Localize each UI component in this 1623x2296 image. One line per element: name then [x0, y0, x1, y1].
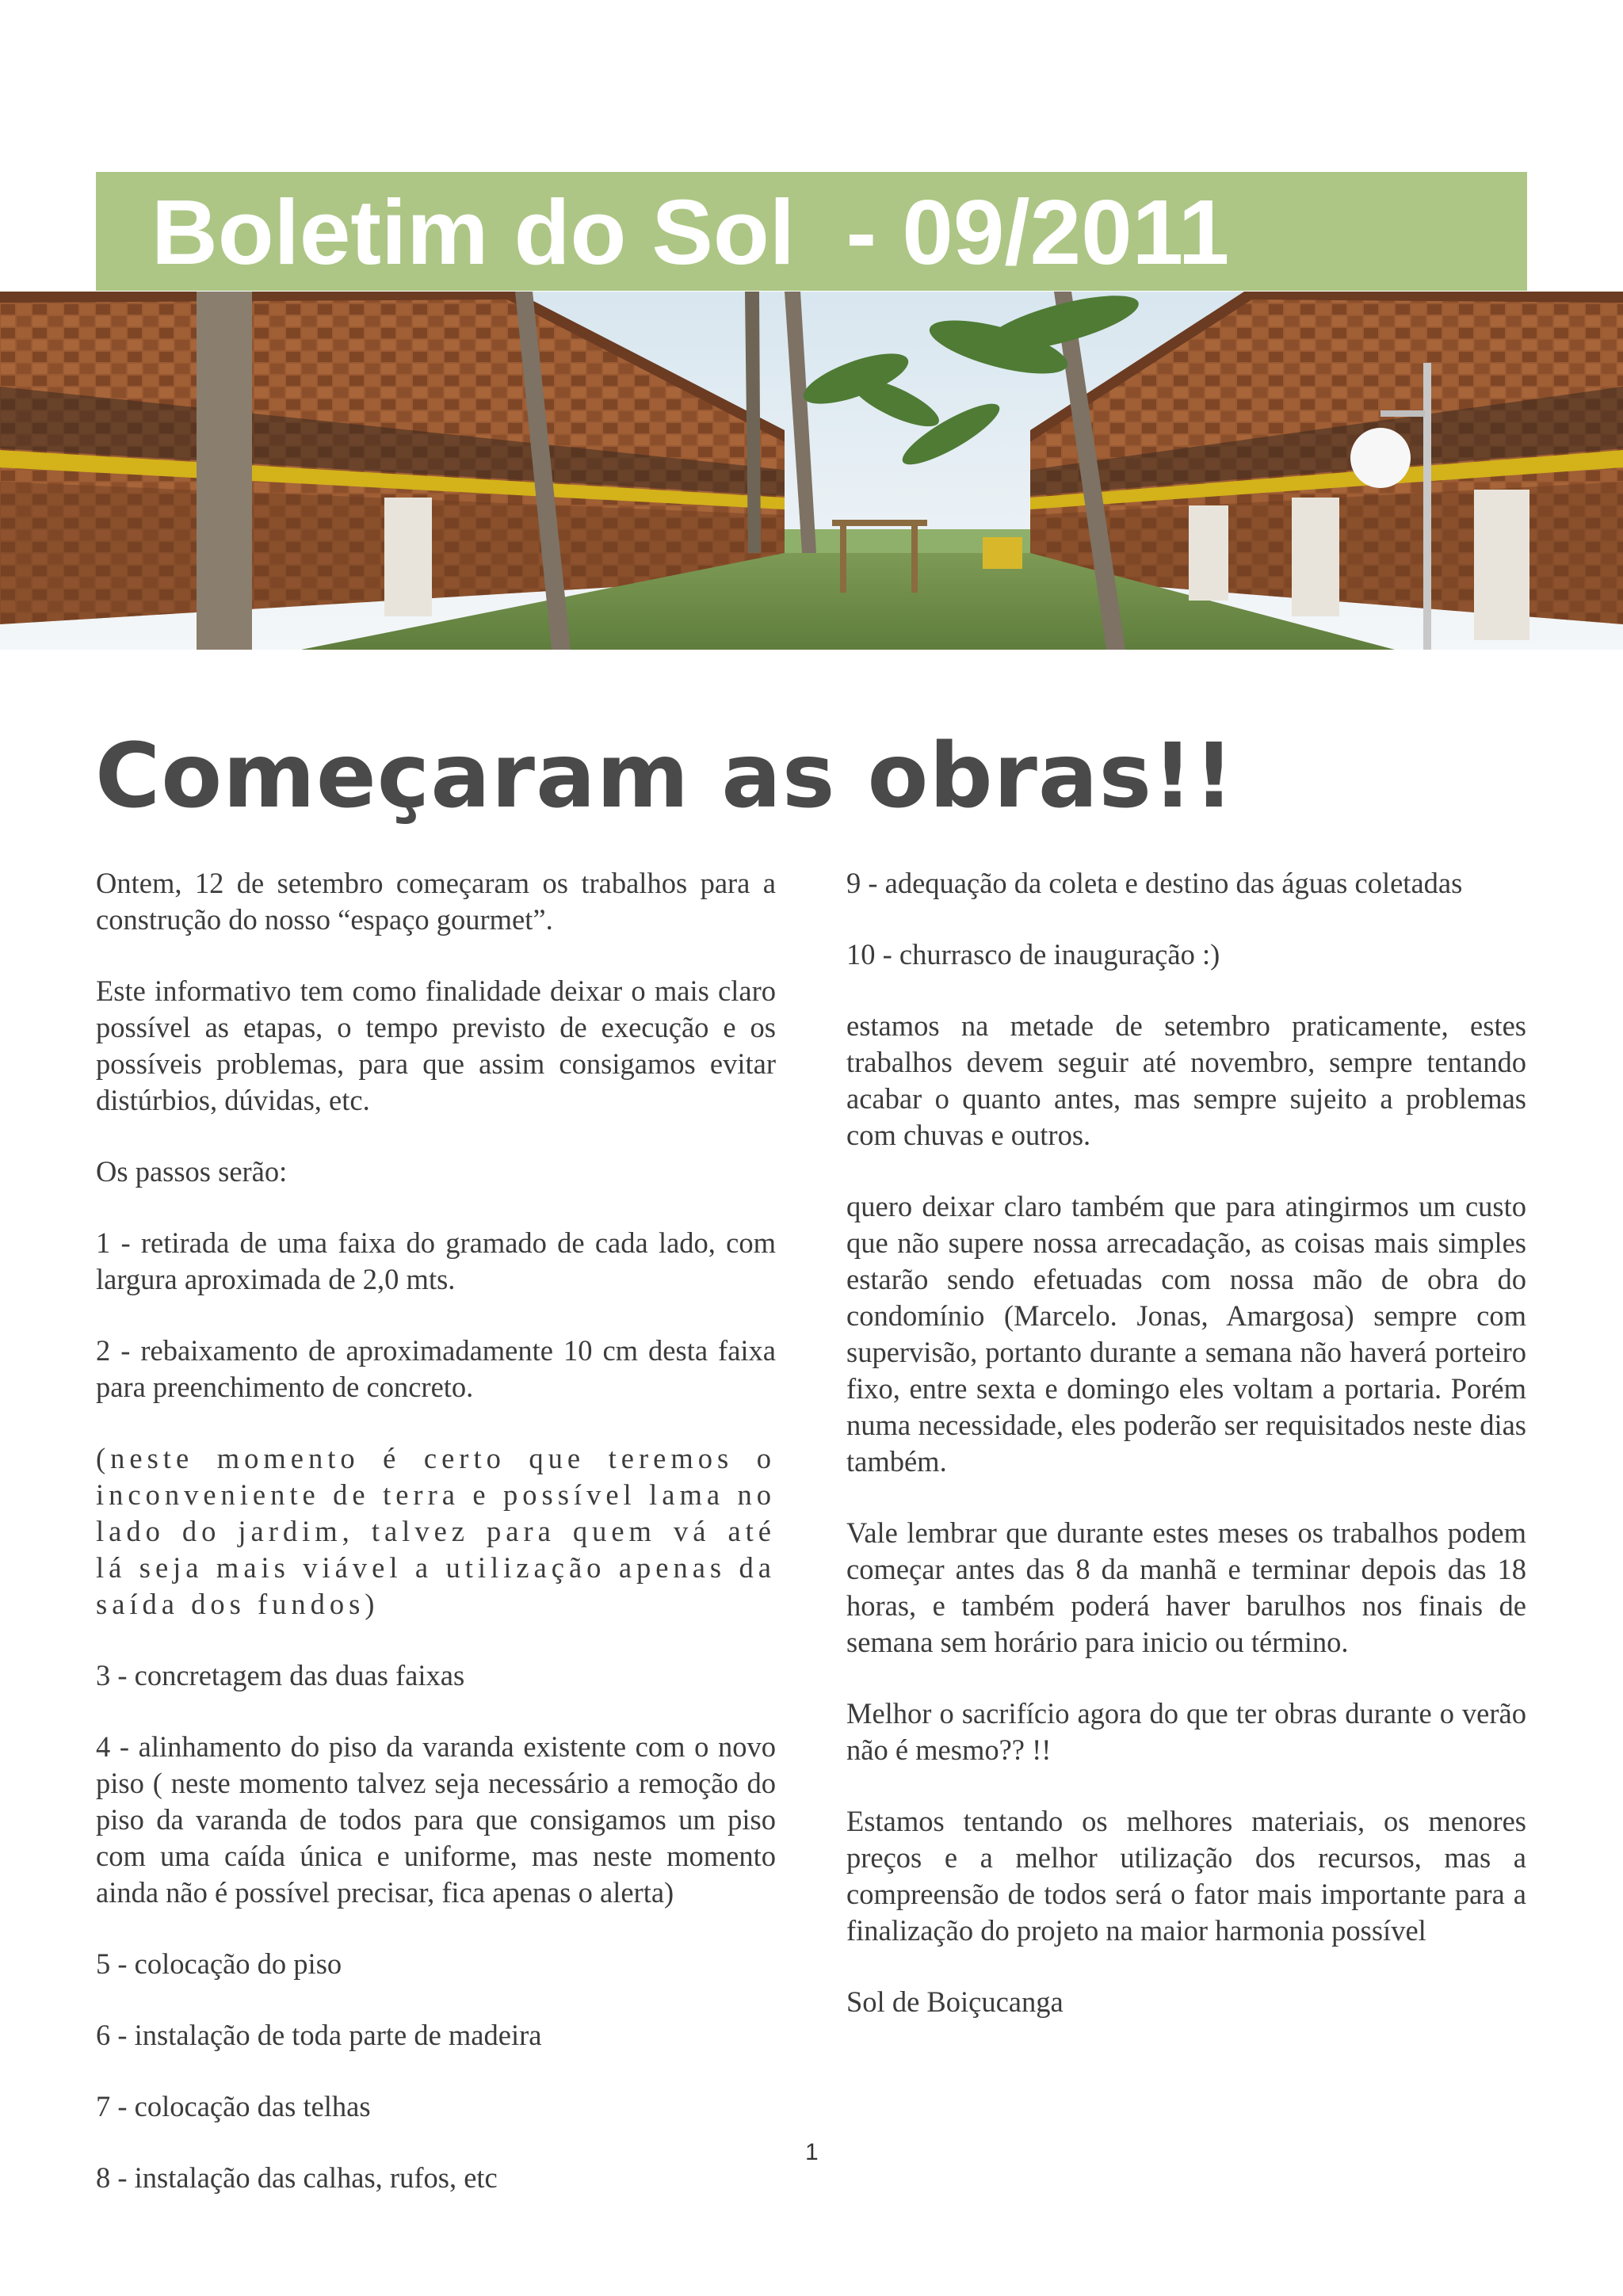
article-headline: Começaram as obras!! [95, 725, 1235, 828]
page-number: 1 [805, 2139, 819, 2165]
signature: Sol de Boiçucanga [846, 1985, 1064, 2018]
article-left-column [96, 865, 776, 2231]
newsletter-title: Boletim do Sol - 09/2011 [151, 181, 1230, 284]
header-banner [96, 172, 1527, 291]
paragraph: Vale lembrar que durante estes meses os trabalhos podem começar antes das 8 da manhã e terminar depois das 18 horas, e também poderá haver barulhos nos finais de semana sem horário para inicio ou término. [846, 1516, 1526, 1658]
paragraph: 10 - churrasco de inauguração :) [846, 938, 1220, 971]
condominium-courtyard-photo [0, 292, 1623, 650]
paragraph: Estamos tentando os melhores materiais, os menores preços e a melhor utilização dos recursos, mas a compreensão de todos será o fator mais importante para a finalização do projeto na maior harmonia possível [846, 1805, 1526, 1947]
paragraph: (neste momento é certo que teremos o inconveniente de terra e possível lama no lado do jardim, talvez para quem vá até lá seja mais viável a utilização apenas da saída dos fundos) [96, 1442, 776, 1620]
article-right-column [846, 865, 1526, 2055]
paragraph: 1 - retirada de uma faixa do gramado de cada lado, com largura aproximada de 2,0 mts. [96, 1226, 776, 1295]
paragraph: 6 - instalação de toda parte de madeira [96, 2019, 542, 2051]
paragraph: estamos na metade de setembro praticamente, estes trabalhos devem seguir até novembro, sempre tentando acabar o quanto antes, mas sempre sujeito a problemas com chuvas e outros. [846, 1009, 1526, 1151]
paragraph: Melhor o sacrifício agora do que ter obras durante o verão não é mesmo?? !! [846, 1697, 1526, 1766]
paragraph: 7 - colocação das telhas [96, 2090, 371, 2122]
paragraph: 8 - instalação das calhas, rufos, etc [96, 2161, 498, 2194]
paragraph: 2 - rebaixamento de aproximadamente 10 cm desta faixa para preenchimento de concreto. [96, 1334, 776, 1403]
paragraph: 3 - concretagem das duas faixas [96, 1659, 465, 1691]
paragraph: 4 - alinhamento do piso da varanda existente com o novo piso ( neste momento talvez seja necessário a remoção do piso da varanda de todos para que consigamos um piso com uma caída única e uniforme, mas neste momento ainda não é possível precisar, fica apenas o alerta) [96, 1730, 776, 1909]
paragraph: 9 - adequação da coleta e destino das águas coletadas [846, 867, 1463, 899]
paragraph: Ontem, 12 de setembro começaram os trabalhos para a construção do nosso “espaço gourmet”. [96, 867, 776, 936]
paragraph: Os passos serão: [96, 1155, 288, 1188]
paragraph: quero deixar claro também que para atingirmos um custo que não supere nossa arrecadação, as coisas mais simples estarão sendo efetuadas com nossa mão de obra do condomínio (Marcelo. Jonas, Amargosa) sempre com supervisão, portanto durante a semana não haverá porteiro fixo, entre sexta e domingo eles voltam a portaria. Porém numa necessidade, eles poderão ser requisitados neste dias também. [846, 1190, 1526, 1478]
paragraph: 5 - colocação do piso [96, 1947, 342, 1980]
paragraph: Este informativo tem como finalidade deixar o mais claro possível as etapas, o tempo previsto de execução e os possíveis problemas, para que assim consigamos evitar distúrbios, dúvidas, etc. [96, 974, 776, 1116]
